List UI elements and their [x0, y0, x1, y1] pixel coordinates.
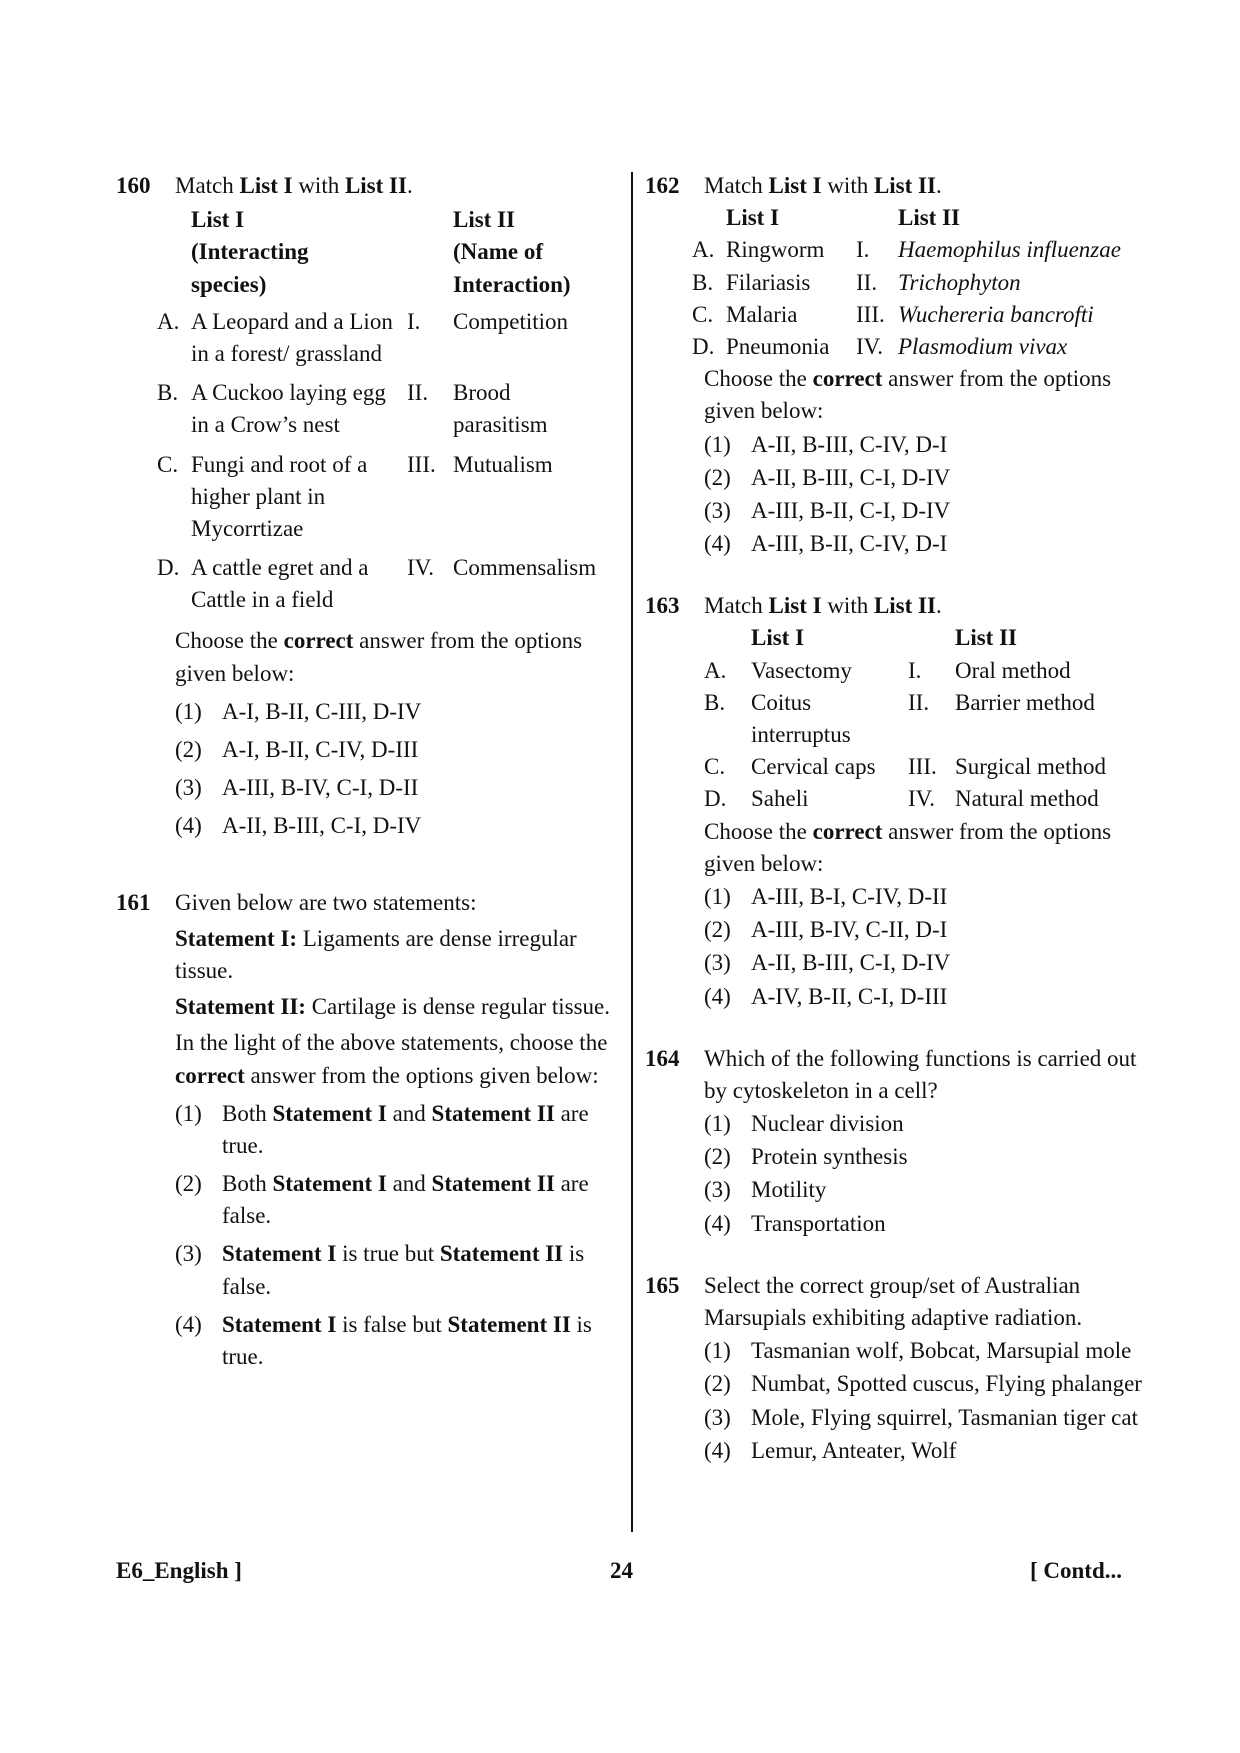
instruction: Choose the correct answer from the options given below:	[704, 366, 1112, 424]
option-2[interactable]: (2) A-II, B-III, C-I, D-IV	[704, 464, 951, 490]
list-2-header: List II (Name of Interaction)	[453, 207, 571, 297]
option-4[interactable]: (4) Transportation	[704, 1210, 886, 1236]
option-1[interactable]: (1) A-I, B-II, C-III, D-IV	[175, 698, 422, 724]
footer-page-number: 24	[610, 1558, 633, 1583]
question-163	[645, 590, 1145, 1012]
list-1-header: List I	[726, 205, 780, 231]
table-row: C. Cervical caps III. Surgical method	[704, 754, 1106, 780]
list-1-header: List I	[751, 625, 805, 651]
list-1-header: List I (Interacting species)	[191, 207, 309, 297]
question-stem: Match List I with List II.	[704, 593, 942, 619]
question-stem: Select the correct group/set of Australian Marsupials exhibiting adaptive radiation.	[704, 1272, 1083, 1330]
question-stem: Which of the following functions is carried out by cytoskeleton in a cell?	[704, 1045, 1137, 1103]
column-divider	[631, 172, 633, 1532]
option-3[interactable]: (3) Mole, Flying squirrel, Tasmanian tiger cat	[704, 1404, 1138, 1430]
option-4[interactable]: (4) Statement I is false but Statement II is true.	[175, 1311, 592, 1369]
option-3[interactable]: (3) A-III, B-II, C-I, D-IV	[704, 497, 951, 523]
question-162	[645, 170, 1145, 560]
instruction: Choose the correct answer from the options given below:	[175, 628, 583, 686]
option-4[interactable]: (4) Lemur, Anteater, Wolf	[704, 1437, 957, 1463]
question-stem: Match List I with List II.	[175, 173, 413, 198]
match-table	[704, 622, 1106, 815]
option-3[interactable]: (3) Motility	[704, 1177, 827, 1203]
table-row: B. A Cuckoo laying egg in a Crow’s nest II. Brood parasitism	[157, 380, 548, 438]
option-1[interactable]: (1) Nuclear division	[704, 1111, 904, 1137]
option-4[interactable]: (4) A-IV, B-II, C-I, D-III	[704, 983, 948, 1009]
match-table	[692, 202, 1121, 363]
question-stem: Given below are two statements:	[175, 889, 477, 915]
option-1[interactable]: (1) A-III, B-I, C-IV, D-II	[704, 883, 948, 909]
footer-paper-code: E6_English ]	[116, 1558, 242, 1583]
statement-1: Statement I: Ligaments are dense irregular tissue.	[175, 925, 577, 983]
table-row: C. Fungi and root of a higher plant in Mycorrtizae III. Mutualism	[157, 451, 553, 541]
option-3[interactable]: (3) A-II, B-III, C-I, D-IV	[704, 950, 951, 976]
table-row: C. Malaria III. Wuchereria bancrofti	[692, 301, 1094, 327]
option-2[interactable]: (2) Protein synthesis	[704, 1144, 908, 1170]
question-164	[645, 1043, 1145, 1240]
option-3[interactable]: (3) A-III, B-IV, C-I, D-II	[175, 775, 419, 801]
table-row: B. Filariasis II. Trichophyton	[692, 269, 1021, 295]
list-2-header: List II	[898, 205, 960, 231]
table-row: A. Ringworm I. Haemophilus influenzae	[692, 237, 1121, 263]
footer-contd: [ Contd...	[1030, 1558, 1123, 1583]
table-row: B. Coitus interruptus II. Barrier method	[704, 689, 1095, 747]
table-row: A. Vasectomy I. Oral method	[704, 657, 1071, 683]
option-1[interactable]: (1) A-II, B-III, C-IV, D-I	[704, 431, 948, 457]
option-4[interactable]: (4) A-II, B-III, C-I, D-IV	[175, 813, 422, 839]
table-row: D. A cattle egret and a Cattle in a field IV. Commensalism	[157, 555, 597, 613]
table-row: D. Saheli IV. Natural method	[704, 786, 1099, 812]
question-161	[116, 887, 621, 1374]
option-1[interactable]: (1) Tasmanian wolf, Bobcat, Marsupial mole	[704, 1338, 1132, 1364]
statement-2: Statement II: Cartilage is dense regular tissue.	[175, 994, 610, 1020]
table-row: D. Pneumonia IV. Plasmodium vivax	[692, 333, 1068, 359]
option-2[interactable]: (2) A-I, B-II, C-IV, D-III	[175, 737, 419, 762]
question-number: 160	[116, 173, 151, 198]
question-number: 164	[645, 1045, 680, 1071]
instruction: Choose the correct answer from the options given below:	[704, 818, 1112, 876]
option-2[interactable]: (2) Both Statement I and Statement II are false.	[175, 1171, 589, 1229]
table-row: A. A Leopard and a Lion in a forest/ grassland I. Competition	[157, 308, 568, 366]
right-column	[645, 170, 1145, 1467]
question-160	[116, 170, 621, 843]
option-2[interactable]: (2) Numbat, Spotted cuscus, Flying phalanger	[704, 1371, 1142, 1397]
option-1[interactable]: (1) Both Statement I and Statement II are true.	[175, 1100, 589, 1158]
match-table	[157, 202, 603, 621]
option-4[interactable]: (4) A-III, B-II, C-IV, D-I	[704, 531, 948, 557]
list-2-header: List II	[955, 625, 1017, 651]
question-165	[645, 1270, 1145, 1467]
question-number: 162	[645, 173, 680, 198]
left-column	[116, 170, 621, 1373]
instruction: In the light of the above statements, choose the correct answer from the options given below:	[175, 1030, 608, 1088]
option-3[interactable]: (3) Statement I is true but Statement II is false.	[175, 1241, 585, 1299]
question-stem: Match List I with List II.	[704, 173, 942, 198]
question-number: 165	[645, 1272, 680, 1298]
option-2[interactable]: (2) A-III, B-IV, C-II, D-I	[704, 917, 948, 943]
question-number: 161	[116, 889, 151, 915]
question-number: 163	[645, 593, 680, 619]
